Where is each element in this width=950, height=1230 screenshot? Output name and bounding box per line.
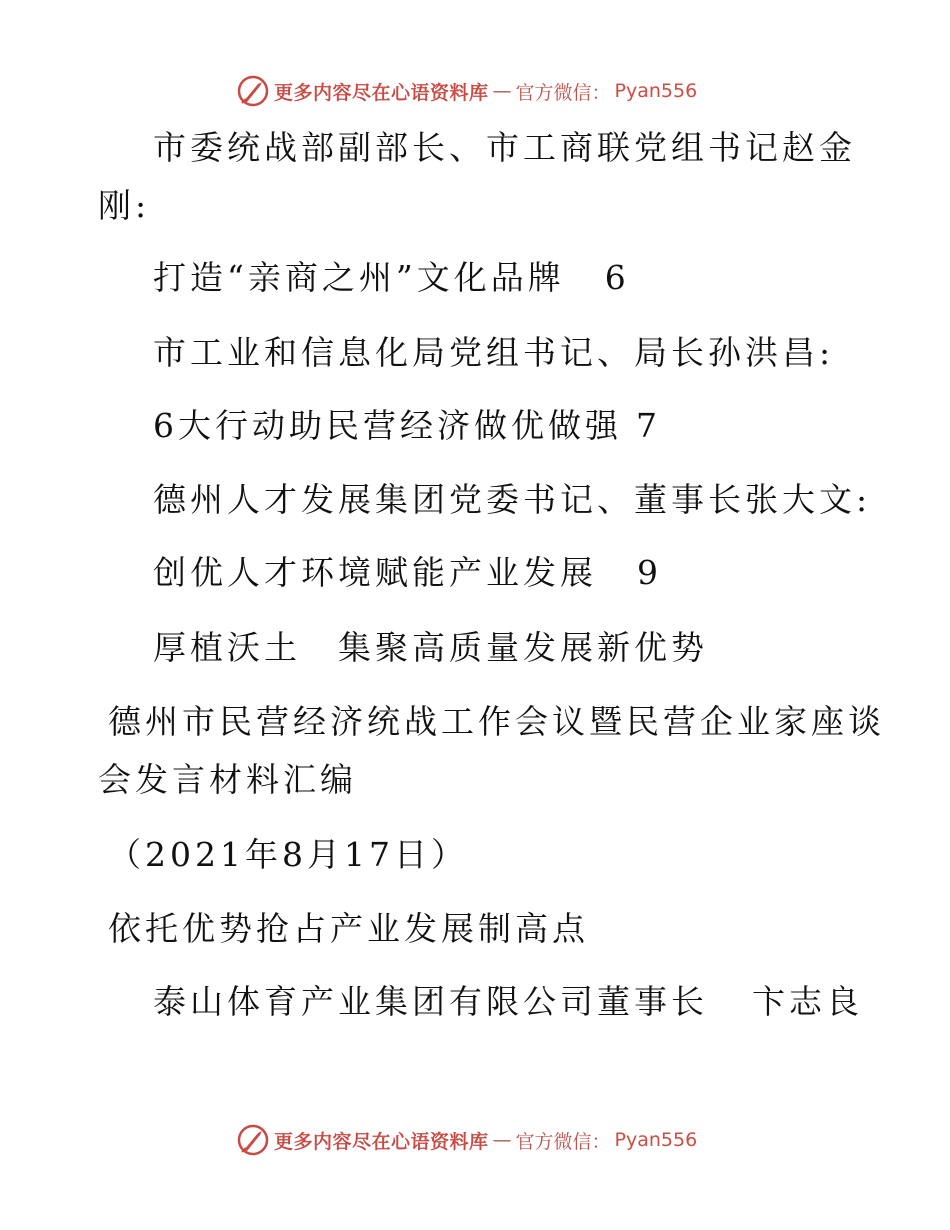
watermark-dash: — xyxy=(492,1129,512,1151)
line-speaker-zhang: 德州人才发展集团党委书记、董事长张大文: xyxy=(153,480,872,519)
article-author xyxy=(153,982,863,1022)
watermark-wechat-label: 官方微信： xyxy=(515,81,611,104)
watermark-dash: — xyxy=(492,80,512,102)
toc-page-number: 6 xyxy=(604,258,630,297)
watermark-main-text: 更多内容尽在心语资料库 xyxy=(274,1130,489,1153)
toc-entry-title: 6大行动助民营经济做优做强 xyxy=(153,406,622,445)
quill-pen-icon xyxy=(236,1123,270,1157)
toc-entry-brand xyxy=(153,258,630,298)
document-title: 德州市民营经济统战工作会议暨民营企业家座谈 xyxy=(108,702,885,741)
document-title-cont: 会发言材料汇编 xyxy=(98,760,357,799)
toc-entry-title: 打造“亲商之州”文化品牌 xyxy=(153,258,565,297)
quill-pen-icon xyxy=(236,74,270,108)
toc-page-number: 7 xyxy=(636,406,661,445)
watermark-wechat-id: Pyan556 xyxy=(614,80,698,102)
toc-entry-title: 创优人才环境赋能产业发展 xyxy=(153,553,597,592)
toc-entry-talent xyxy=(153,553,662,593)
line-speaker-sun: 市工业和信息化局党组书记、局长孙洪昌: xyxy=(153,333,835,372)
line-speaker-zhao: 市委统战部副部长、市工商联党组书记赵金 xyxy=(153,128,856,167)
author-title: 泰山体育产业集团有限公司董事长 xyxy=(153,982,708,1021)
watermark-main-text: 更多内容尽在心语资料库 xyxy=(274,81,489,104)
author-name: 卞志良 xyxy=(752,982,863,1021)
footer-watermark xyxy=(236,1123,697,1157)
article-title: 依托优势抢占产业发展制高点 xyxy=(108,909,589,948)
section-heading: 厚植沃土 集聚高质量发展新优势 xyxy=(153,628,708,667)
document-date: （2021年8月17日） xyxy=(108,835,468,874)
toc-entry-six-actions xyxy=(153,406,661,446)
watermark-wechat-id: Pyan556 xyxy=(614,1129,698,1151)
header-watermark xyxy=(236,74,697,108)
toc-page-number: 9 xyxy=(637,553,662,592)
watermark-wechat-label: 官方微信： xyxy=(515,1130,611,1153)
line-speaker-zhao-cont: 刚: xyxy=(98,186,151,225)
